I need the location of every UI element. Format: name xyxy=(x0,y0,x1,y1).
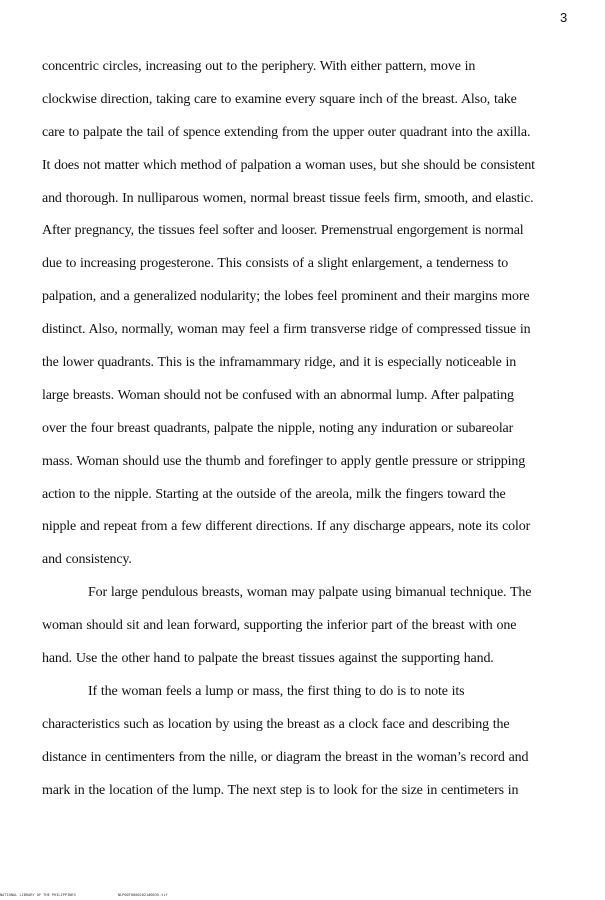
footer-file-code: NLP00T00002021#0035.tif xyxy=(117,893,168,897)
text-line: concentric circles, increasing out to the periphery. With either pattern, move in xyxy=(42,59,476,74)
text-line: characteristics such as location by using the breast as a clock face and describing the xyxy=(42,716,510,732)
text-line: distance in centimenters from the nille, or diagram the breast in the woman’s record and xyxy=(42,749,529,765)
scan-footer xyxy=(0,893,168,897)
paragraph-first-line: If the woman feels a lump or mass, the first thing to do is to note its xyxy=(88,683,465,699)
text-line: mass. Woman should use the thumb and forefinger to apply gentle pressure or stripping xyxy=(42,453,526,469)
text-line: nipple and repeat from a few different directions. If any discharge appears, note its color xyxy=(42,519,531,535)
text-line: and thorough. In nulliparous women, normal breast tissue feels firm, smooth, and elastic. xyxy=(42,190,534,206)
text-line: It does not matter which method of palpation a woman uses, but she should be consistent xyxy=(42,157,535,173)
text-line: palpation, and a generalized nodularity; the lobes feel prominent and their margins more xyxy=(42,289,530,305)
text-line: distinct. Also, normally, woman may feel a firm transverse ridge of compressed tissue in xyxy=(42,322,531,338)
text-line: over the four breast quadrants, palpate the nipple, noting any induration or subareolar xyxy=(42,420,514,436)
text-line: clockwise direction, taking care to examine every square inch of the breast. Also, take xyxy=(42,91,517,107)
page-number: 3 xyxy=(560,10,568,25)
footer-library-name: NATIONAL LIBRARY OF THE PHILIPPINES xyxy=(0,893,76,897)
text-line: hand. Use the other hand to palpate the breast tissues against the supporting hand. xyxy=(42,651,494,667)
text-line: care to palpate the tail of spence extending from the upper outer quadrant into the axilla. xyxy=(42,124,531,140)
body-text xyxy=(42,56,572,812)
text-line: After pregnancy, the tissues feel softer and looser. Premenstrual engorgement is normal xyxy=(42,223,524,239)
text-line: due to increasing progesterone. This consists of a slight enlargement, a tenderness to xyxy=(42,256,509,272)
text-line: woman should sit and lean forward, supporting the inferior part of the breast with one xyxy=(42,618,517,634)
text-line: and consistency. xyxy=(42,552,132,568)
text-line: action to the nipple. Starting at the outside of the areola, milk the fingers toward the xyxy=(42,486,506,502)
paragraph-first-line: For large pendulous breasts, woman may palpate using bimanual technique. The xyxy=(88,585,532,601)
text-line: mark in the location of the lump. The next step is to look for the size in centimeters in xyxy=(42,782,519,798)
text-line: the lower quadrants. This is the inframammary ridge, and it is especially noticeable in xyxy=(42,355,517,371)
text-line: large breasts. Woman should not be confused with an abnormal lump. After palpating xyxy=(42,387,514,403)
